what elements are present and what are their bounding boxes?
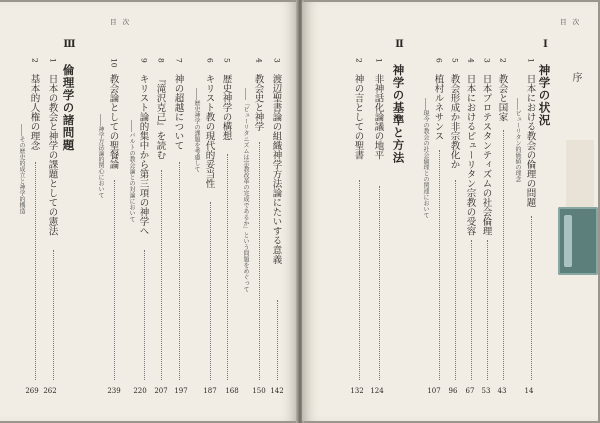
entry-subtitle: ――「ピューリタニズムは宗教改革の完成であるか」という問題をめぐって: [242, 88, 249, 292]
running-head: 目 次: [110, 18, 132, 26]
toc-entry[interactable]: [496, 2, 510, 421]
page-number: 14: [524, 387, 534, 395]
leader-dots: [210, 202, 211, 380]
entry-title: キリスト論的集中から第三項の神学へ: [137, 74, 149, 236]
toc-subtitle-col: [189, 2, 203, 421]
entry-title: 『滝沢克己』を読む: [154, 74, 166, 160]
entry-title: 植村ルネサンス: [432, 74, 444, 141]
tab-glare: [564, 215, 572, 267]
leader-dots: [439, 150, 440, 380]
page-number: 142: [270, 387, 284, 395]
toc-entry[interactable]: [154, 2, 168, 421]
leader-dots: [455, 180, 456, 380]
preface-entry[interactable]: 序: [570, 72, 581, 82]
entry-number: 1: [48, 58, 58, 63]
entry-title: 日本における教会の倫理の問題: [524, 74, 536, 207]
page-number: 67: [465, 387, 475, 395]
entry-number: 9: [139, 58, 149, 63]
leader-dots: [277, 300, 278, 380]
entry-subtitle: ――神学方法論的関心において: [97, 114, 104, 198]
entry-title: 非神話化論議の地平: [372, 74, 384, 160]
leader-dots: [114, 180, 115, 380]
entry-number: 8: [156, 58, 166, 63]
page-flag-tab: [558, 207, 598, 275]
toc-entry[interactable]: [372, 2, 386, 421]
leader-dots: [161, 170, 162, 380]
running-head: 目 次: [560, 18, 582, 26]
leader-dots: [259, 142, 260, 380]
entry-number: 6: [434, 58, 444, 63]
entry-number: 2: [354, 58, 364, 63]
page-number: 150: [252, 387, 266, 395]
leader-dots: [53, 250, 54, 380]
leader-dots: [487, 240, 488, 380]
toc-entry[interactable]: [352, 2, 366, 421]
leader-dots: [471, 240, 472, 380]
page-number: 107: [427, 387, 441, 395]
entry-subtitle: ――現今の教会の社会倫理との関連において: [422, 98, 429, 218]
entry-number: 4: [254, 58, 264, 63]
entry-number: 2: [498, 58, 508, 63]
entry-subtitle: ――ピューリタン的価値の理念: [514, 98, 521, 182]
leader-dots: [179, 162, 180, 380]
entry-title: 日本の教会と神学の課題としての憲法: [46, 74, 58, 236]
entry-title: 日本プロテスタンティズムの社会倫理: [480, 74, 492, 236]
entry-number: 3: [272, 58, 282, 63]
entry-number: 10: [109, 58, 119, 68]
leader-dots: [35, 162, 36, 380]
toc-entry[interactable]: [448, 2, 462, 421]
page-number: 96: [448, 387, 458, 395]
toc-entry[interactable]: [46, 2, 60, 421]
page-number: 220: [133, 387, 147, 395]
entry-number: 7: [174, 58, 184, 63]
toc-entry[interactable]: [270, 2, 284, 421]
toc-subtitle-col: [93, 2, 107, 421]
entry-title: 神の言としての聖書: [352, 74, 364, 160]
right-page: [302, 2, 598, 421]
leader-dots: [144, 250, 145, 380]
toc-subtitle-col: [510, 2, 524, 421]
entry-title: 教会論としての聖餐論: [107, 74, 119, 169]
entry-subtitle: ――歴史神学の課題を考慮して: [193, 88, 200, 172]
toc-entry[interactable]: [172, 2, 186, 421]
toc-entry[interactable]: [137, 2, 151, 421]
toc-entry[interactable]: [203, 2, 217, 421]
page-number: 124: [370, 387, 384, 395]
part-number: Ⅰ: [540, 39, 551, 50]
part-header-2: [392, 2, 406, 421]
toc-subtitle-col: [238, 2, 252, 421]
page-number: 168: [225, 387, 239, 395]
part-header-3: [62, 2, 76, 421]
left-page: [0, 2, 298, 421]
entry-title: 教会史と神学: [252, 74, 264, 131]
part-number: Ⅱ: [394, 39, 405, 50]
part-title: 倫理学の諸問題: [61, 64, 76, 152]
entry-number: 3: [482, 58, 492, 63]
toc-entry[interactable]: [464, 2, 478, 421]
entry-number: 6: [205, 58, 215, 63]
toc-entry[interactable]: [28, 2, 42, 421]
entry-title: 基本的人権の理念: [28, 74, 40, 150]
page-number: 262: [43, 387, 57, 395]
entry-title: 日本におけるピューリタン宗教の受容: [464, 74, 476, 236]
entry-title: 教会形成か非宗教化か: [448, 74, 460, 169]
page-number: 207: [154, 387, 168, 395]
toc-subtitle-col: [418, 2, 432, 421]
leader-dots: [227, 154, 228, 380]
part-title: 神学の状況: [537, 64, 552, 127]
page-number: 187: [203, 387, 217, 395]
entry-title: キリスト教の現代的妥当性: [203, 74, 215, 188]
page-number: 269: [25, 387, 39, 395]
entry-number: 5: [450, 58, 460, 63]
entry-title: 渡辺聖書論の組織神学方法論にたいする意義: [270, 74, 282, 264]
part-number: Ⅲ: [64, 39, 75, 50]
leader-dots: [503, 130, 504, 380]
entry-number: 1: [374, 58, 384, 63]
page-number: 132: [350, 387, 364, 395]
page-number: 43: [497, 387, 507, 395]
entry-number: 1: [526, 58, 536, 63]
toc-entry[interactable]: [252, 2, 266, 421]
toc-entry[interactable]: [432, 2, 446, 421]
toc-subtitle-col: [14, 2, 28, 421]
leader-dots: [531, 216, 532, 380]
toc-entry[interactable]: [524, 2, 538, 421]
entry-number: 4: [466, 58, 476, 63]
entry-number: 5: [222, 58, 232, 63]
page-number: 197: [174, 387, 188, 395]
entry-title: 神の超越について: [172, 74, 184, 150]
page-number: 239: [107, 387, 121, 395]
toc-subtitle-col: [124, 2, 138, 421]
entry-subtitle: ――その歴史的成立と神学的構造: [18, 124, 25, 214]
leader-dots: [359, 180, 360, 380]
toc-entry[interactable]: [107, 2, 121, 421]
entry-subtitle: ――バルトの教会論との対論において: [128, 120, 135, 222]
page-number: 53: [481, 387, 491, 395]
part-header-1: [538, 2, 552, 421]
part-title: 神学の基準と方法: [391, 64, 406, 164]
entry-title: 教会と国家: [496, 74, 508, 122]
toc-entry[interactable]: [220, 2, 234, 421]
entry-number: 2: [30, 58, 40, 63]
leader-dots: [379, 186, 380, 380]
toc-entry[interactable]: [480, 2, 494, 421]
entry-title: 歴史神学の構想: [220, 74, 232, 141]
